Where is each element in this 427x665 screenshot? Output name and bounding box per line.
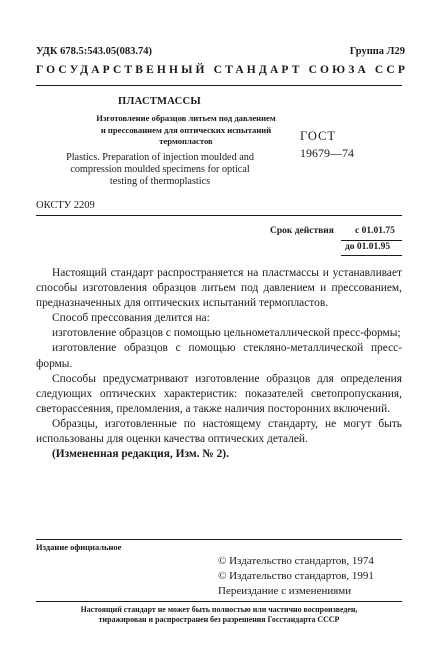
copyright-1974: © Издательство стандартов, 1974 <box>218 555 374 567</box>
reprint-note: Переиздание с изменениями <box>218 585 352 597</box>
body-paragraph-method-1: изготовление образцов с помощью цельнометаллической пресс-формы; <box>52 327 401 340</box>
validity-label: Срок действия <box>270 226 334 236</box>
body-paragraph-method-2: изготовление образцов с помощью стекляно-металлической пресс-формы. <box>36 342 402 370</box>
subtitle-en-line-3: testing of thermoplastics <box>109 175 211 187</box>
udc-code: УДК 678.5:543.05(083.74) <box>36 46 152 57</box>
copyright-1991: © Издательство стандартов, 1991 <box>218 570 374 582</box>
body-paragraph-characteristics: Способы предусматривают изготовление образцов для определения следующих оптических характеристик: показателей светопропускания, светорассеяния, преломления, а также наличия посторонних включений. <box>36 372 402 415</box>
reproduction-notice-line-1: Настоящий стандарт не может быть полностью или частично воспроизведен, <box>80 605 358 614</box>
title-divider <box>36 215 402 216</box>
notice-divider <box>36 601 402 602</box>
document-title: ПЛАСТМАССЫ <box>118 96 201 107</box>
official-edition-label: Издание официальное <box>36 542 122 552</box>
header-divider <box>36 85 402 86</box>
validity-from: с 01.01.75 <box>355 226 395 236</box>
validity-to: до 01.01.95 <box>345 242 391 252</box>
okstu-code: ОКСТУ 2209 <box>36 200 95 211</box>
amendment-note: (Измененная редакция, Изм. № 2). <box>52 448 229 461</box>
subtitle-en <box>40 152 280 187</box>
subtitle-ru-line-3: термопластов <box>159 136 213 146</box>
validity-underline-2 <box>341 255 402 256</box>
subtitle-en-line-2: compression moulded specimens for optical <box>70 163 250 175</box>
reproduction-notice-line-2: тиражирован и распространен без разрешения Госстандарта СССР <box>98 615 340 625</box>
body-text <box>36 266 402 462</box>
subtitle-ru-line-2: и прессованием для оптических испытаний <box>100 124 272 135</box>
body-paragraph-scope: Настоящий стандарт распространяется на пластмассы и устанавливает способы изготовления образцов литьем под давлением и прессованием, предназначенных для оптических испытаний термопластов. <box>36 267 402 310</box>
subtitle-ru <box>86 113 286 148</box>
gost-label: ГОСТ <box>300 129 337 143</box>
gost-number: 19679—74 <box>300 146 354 160</box>
standard-org-title: ГОСУДАРСТВЕННЫЙ СТАНДАРТ СОЮЗА ССР <box>36 64 409 76</box>
body-paragraph-methods: Способ прессования делится на: <box>52 312 210 325</box>
body-paragraph-limitation: Образцы, изготовленные по настоящему стандарту, не могут быть использованы для оценки качества оптических деталей. <box>36 417 402 446</box>
validity-underline <box>341 240 402 241</box>
group-code: Группа Л29 <box>349 46 405 57</box>
subtitle-ru-line-1: Изготовление образцов литьем под давлением <box>96 113 276 123</box>
subtitle-en-line-1: Plastics. Preparation of injection moulded and <box>66 152 254 163</box>
reproduction-notice <box>30 605 408 625</box>
footer-divider <box>36 539 402 540</box>
